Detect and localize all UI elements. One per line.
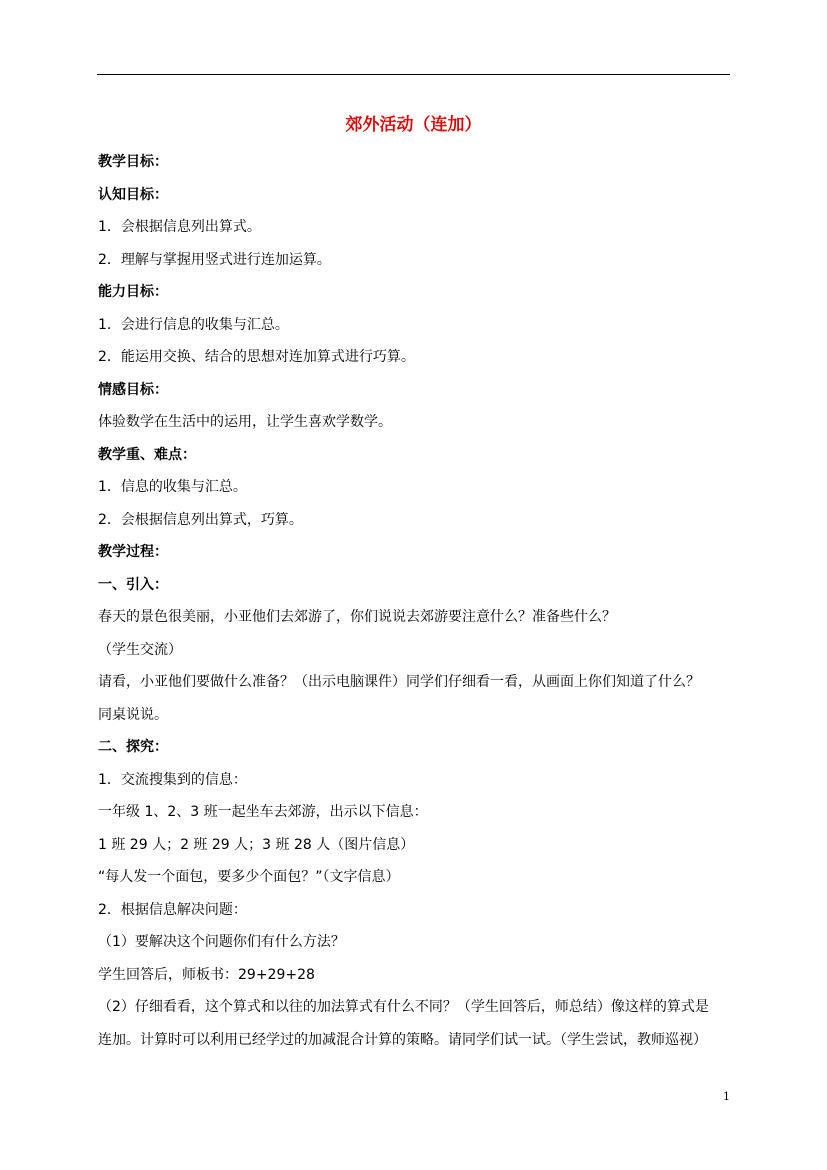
paragraph-line: 同桌说说。 xyxy=(98,706,168,723)
paragraph-line: 2．根据信息解决问题： xyxy=(98,901,247,918)
paragraph-line: 1．会进行信息的收集与汇总。 xyxy=(98,316,289,333)
paragraph-line: “每人发一个面包，要多少个面包？”（文字信息） xyxy=(98,869,400,885)
section-heading: 教学过程： xyxy=(98,544,168,560)
section-heading: 二、探究： xyxy=(98,739,168,755)
page-number: 1 xyxy=(723,1090,730,1103)
section-heading: 一、引入： xyxy=(98,576,168,593)
paragraph-line: 一年级 1、2、3 班一起坐车去郊游，出示以下信息： xyxy=(98,804,428,820)
header-rule xyxy=(97,74,730,75)
paragraph-line: 1 班 29 人；2 班 29 人；3 班 28 人（图片信息） xyxy=(98,836,415,853)
paragraph-line: 学生回答后，师板书：29+29+28 xyxy=(98,966,315,983)
paragraph-line: 连加。计算时可以利用已经学过的加减混合计算的策略。请同学们试一试。（学生尝试，教师巡视） xyxy=(98,1031,707,1048)
paragraph-line: 1．交流搜集到的信息： xyxy=(98,771,247,788)
paragraph-line: （2）仔细看看，这个算式和以往的加法算式有什么不同？（学生回答后，师总结）像这样的算式是 xyxy=(98,999,709,1015)
paragraph-line: 2．会根据信息列出算式，巧算。 xyxy=(98,511,303,528)
paragraph-line: 2．理解与掌握用竖式进行连加运算。 xyxy=(98,251,331,268)
section-heading: 认知目标： xyxy=(98,186,168,203)
paragraph-line: 体验数学在生活中的运用，让学生喜欢学数学。 xyxy=(98,414,392,430)
paragraph-line: 请看，小亚他们要做什么准备？（出示电脑课件）同学们仔细看一看，从画面上你们知道了什么？ xyxy=(98,674,700,690)
section-heading: 情感目标： xyxy=(98,381,168,398)
paragraph-line: （1）要解决这个问题你们有什么方法？ xyxy=(98,934,345,950)
document-title: 郊外活动（连加） xyxy=(345,115,482,135)
section-heading: 能力目标： xyxy=(98,284,168,300)
paragraph-line: 春天的景色很美丽，小亚他们去郊游了，你们说说去郊游要注意什么？准备些什么？ xyxy=(98,609,616,625)
section-heading: 教学重、难点： xyxy=(98,446,196,463)
document-body xyxy=(98,146,730,1056)
paragraph-line: 2．能运用交换、结合的思想对连加算式进行巧算。 xyxy=(98,349,415,365)
paragraph-line: （学生交流） xyxy=(98,641,182,658)
section-heading: 教学目标： xyxy=(98,154,168,170)
paragraph-line: 1．信息的收集与汇总。 xyxy=(98,479,247,495)
paragraph-line: 1．会根据信息列出算式。 xyxy=(98,219,261,235)
